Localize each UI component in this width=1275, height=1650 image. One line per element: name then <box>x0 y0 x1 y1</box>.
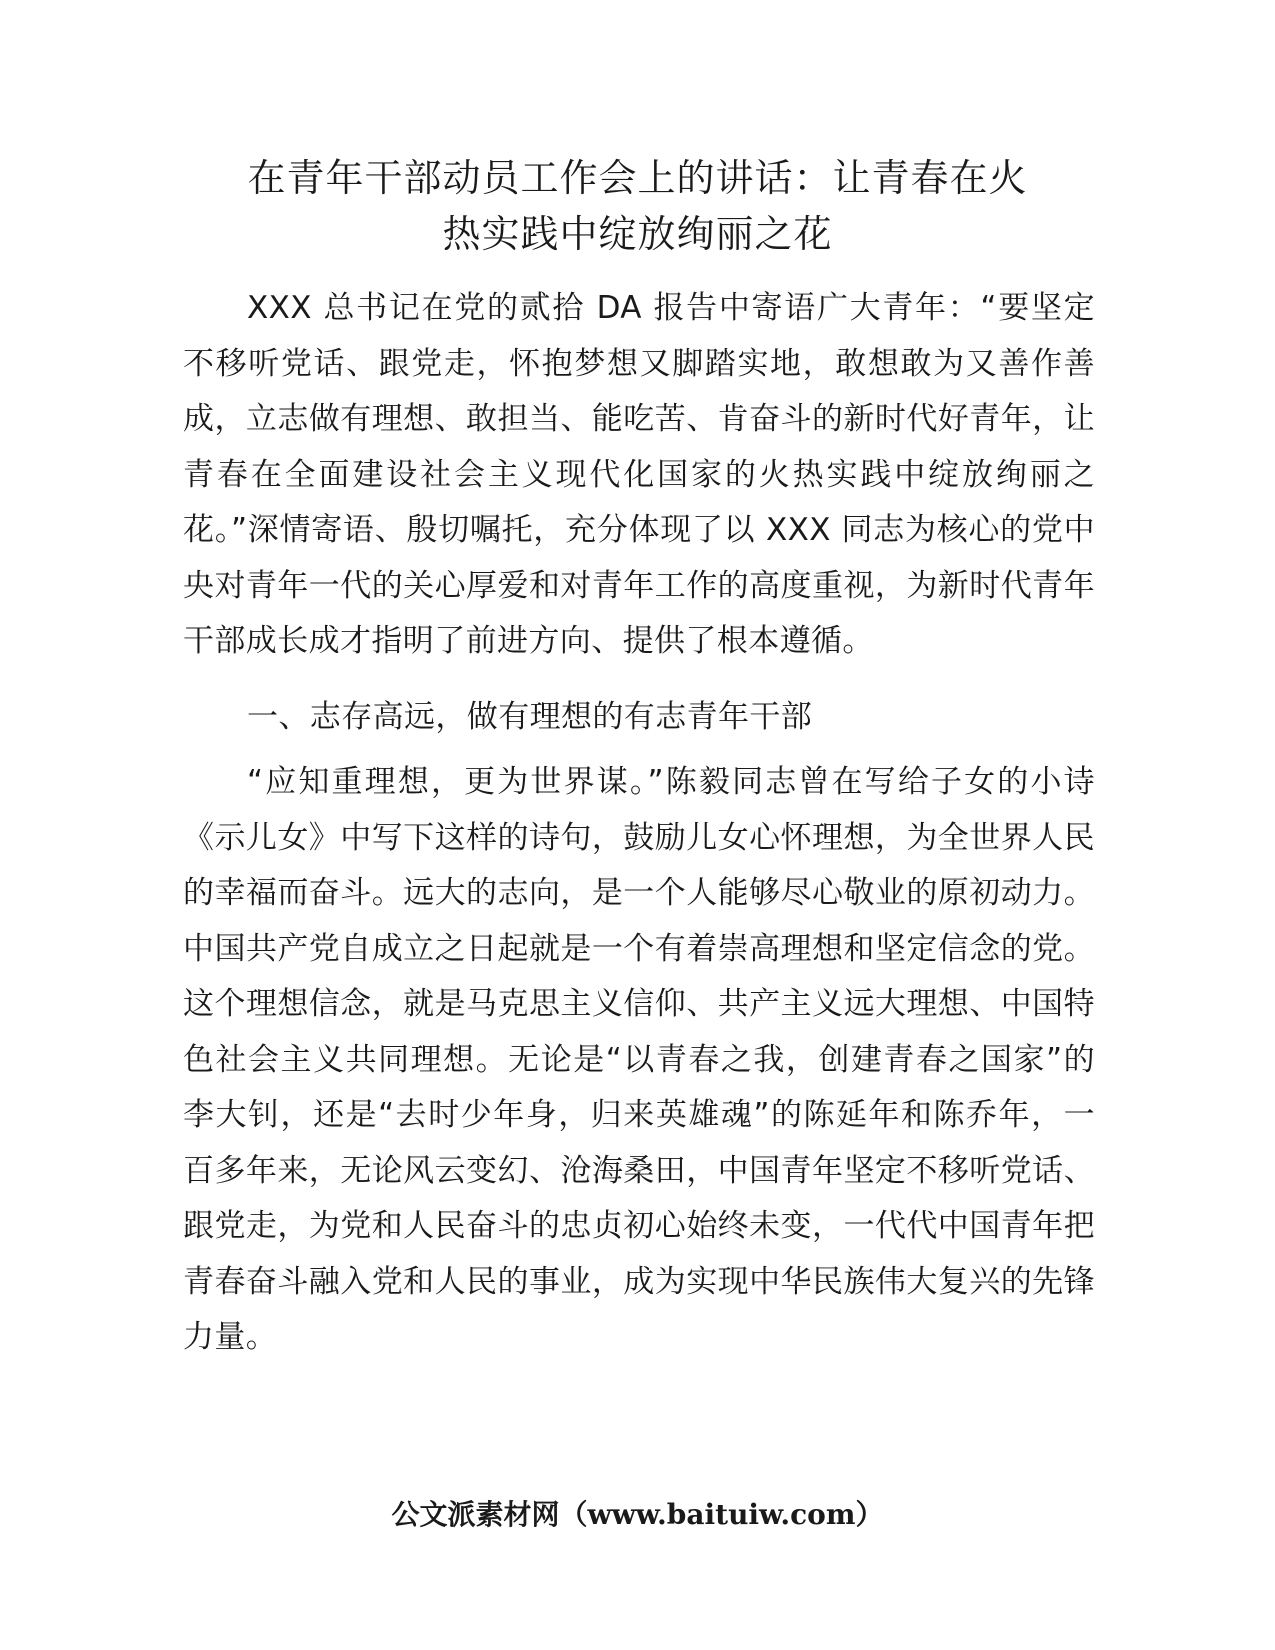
document-body <box>183 281 1095 1366</box>
paragraph-intro: XXX 总书记在党的贰拾 DA 报告中寄语广大青年：“要坚定不移听党话、跟党走，怀抱梦想又脚踏实地，敢想敢为又善作善成，立志做有理想、敢担当、能吃苦、肯奋斗的新时代好青年，让青春在全面建设社会主义现代化国家的火热实践中绽放绚丽之花。”深情寄语、殷切嘱托，充分体现了以 XXX 同志为核心的党中央对青年一代的关心厚爱和对青年工作的高度重视，为新时代青年干部成长成才指明了前进方向、提供了根本遵循。 <box>183 290 1095 659</box>
section-heading: 一、志存高远，做有理想的有志青年干部 <box>247 698 813 735</box>
paragraph-section-1: “应知重理想，更为世界谋。”陈毅同志曾在写给子女的小诗《示儿女》中写下这样的诗句，鼓励儿女心怀理想，为全世界人民的幸福而奋斗。远大的志向，是一个人能够尽心敬业的原初动力。中国共产党自成立之日起就是一个有着崇高理想和坚定信念的党。这个理想信念，就是马克思主义信仰、共产主义远大理想、中国特色社会主义共同理想。无论是“以青春之我，创建青春之国家”的李大钊，还是“去时少年身，归来英雄魂”的陈延年和陈乔年，一百多年来，无论风云变幻、沧海桑田，中国青年坚定不移听党话、跟党走，为党和人民奋斗的忠贞初心始终未变，一代代中国青年把青春奋斗融入党和人民的事业，成为实现中华民族伟大复兴的先锋力量。 <box>183 764 1095 1355</box>
watermark-footer: 公文派素材网（www.baituiw.com） <box>391 1498 884 1531</box>
title-line-2: 热实践中绽放绚丽之花 <box>442 212 833 256</box>
title-line-1: 在青年干部动员工作会上的讲话：让青春在火 <box>247 156 1028 200</box>
document-title <box>180 150 1095 262</box>
